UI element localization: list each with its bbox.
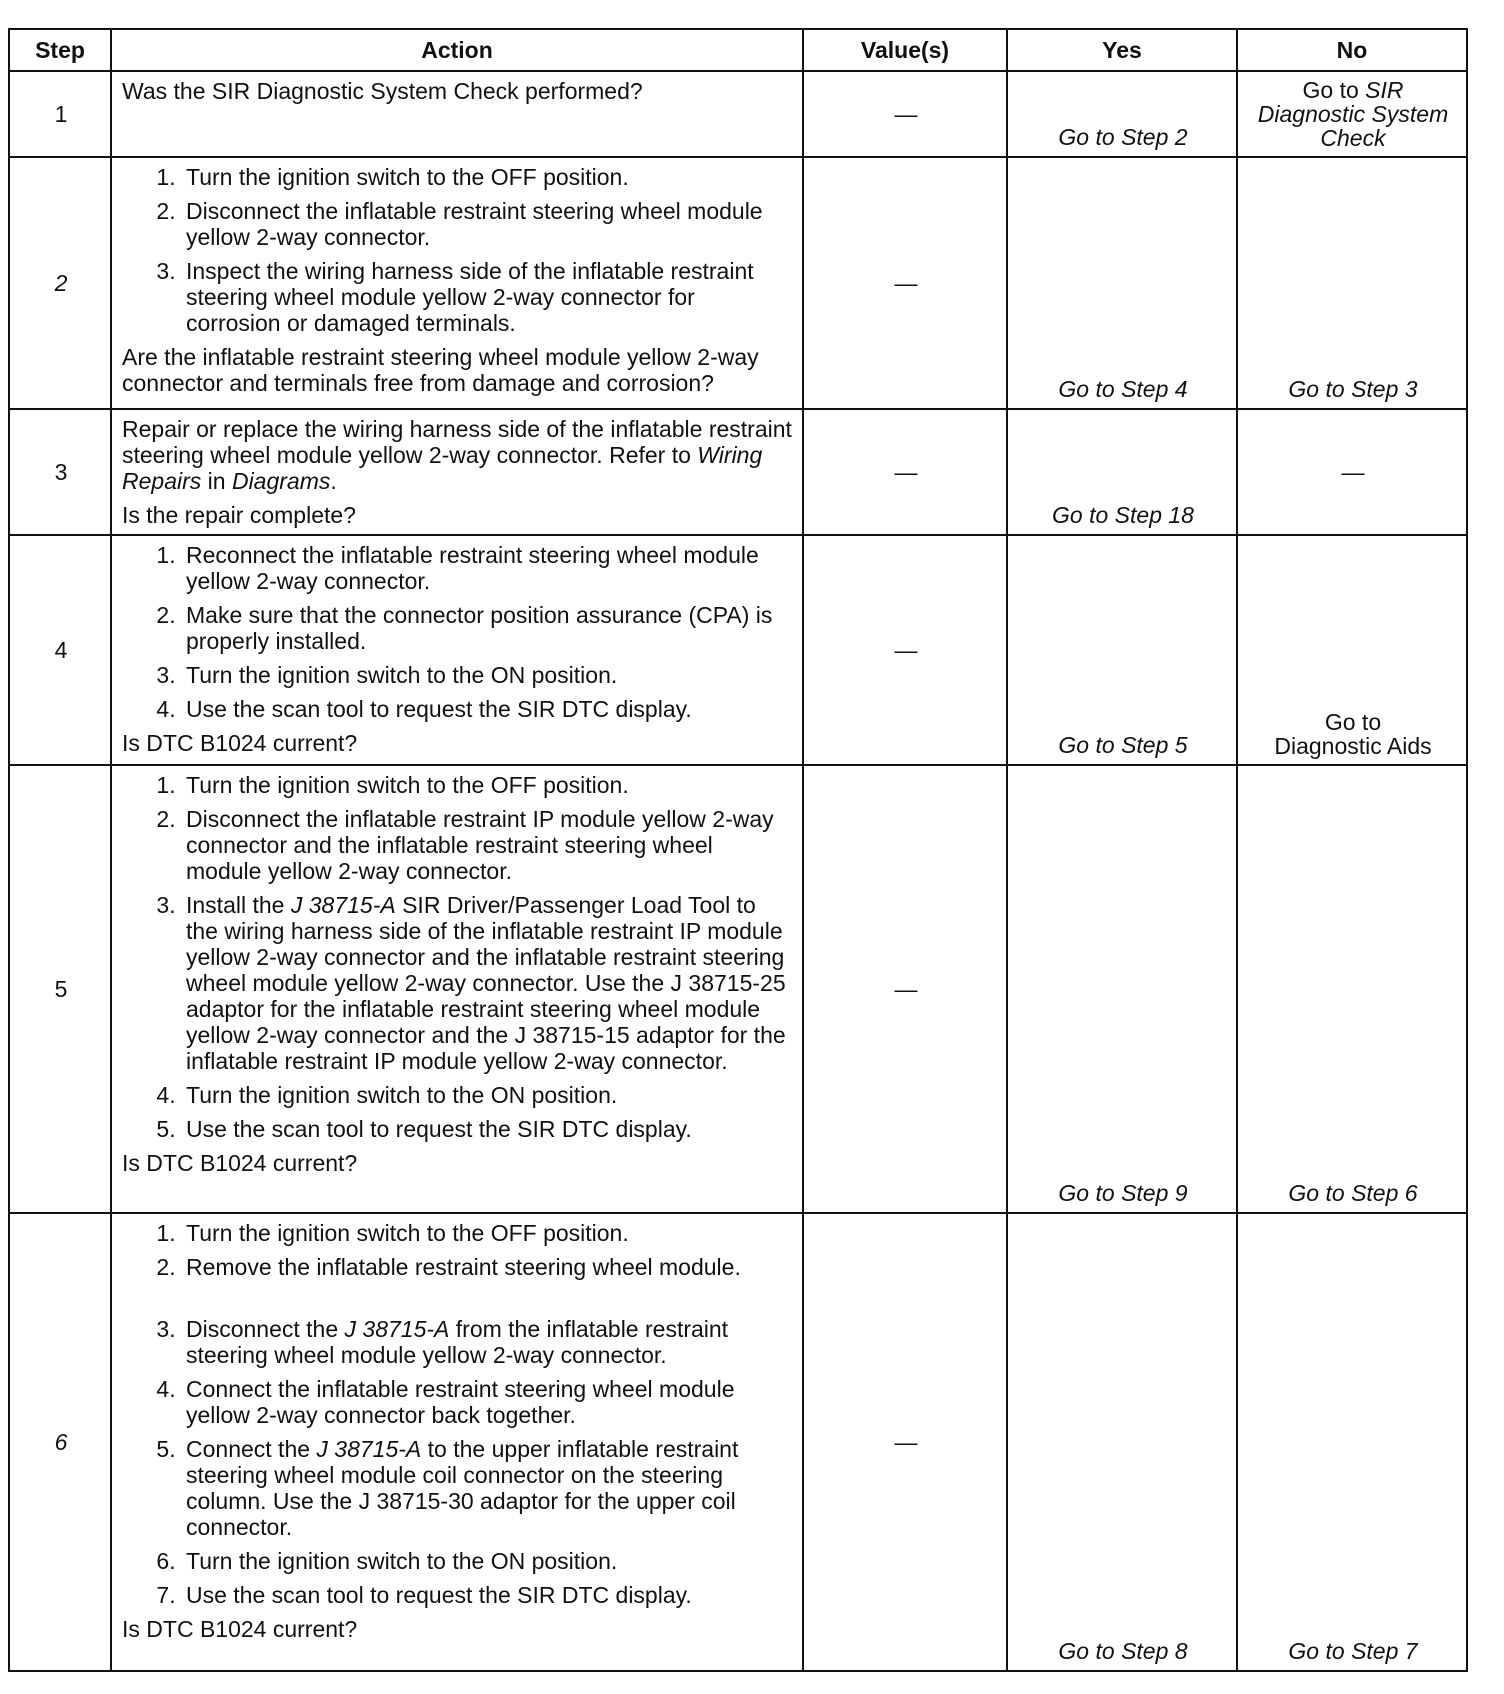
substep-text: Connect the bbox=[186, 1436, 311, 1462]
table-row bbox=[9, 157, 1467, 409]
header-step: Step bbox=[9, 29, 111, 71]
substep-item: 1. Turn the ignition switch to the OFF position. bbox=[182, 772, 794, 798]
substep-item: 2. Disconnect the inflatable restraint IP module yellow 2-way connector and the inflatable restraint steering wheel module yellow 2-way connector. bbox=[182, 806, 794, 884]
action-question: Is the repair complete? bbox=[122, 502, 356, 528]
substep-item bbox=[182, 1436, 794, 1540]
action-cell bbox=[111, 71, 803, 157]
value-dash: — bbox=[894, 459, 918, 485]
tool-name: J 38715-A bbox=[316, 1436, 422, 1462]
value-dash: — bbox=[894, 101, 918, 127]
yes-cell: Go to Step 2 bbox=[1007, 71, 1237, 157]
value-cell bbox=[803, 765, 1007, 1213]
table-row bbox=[9, 409, 1467, 535]
substep-list bbox=[122, 164, 794, 336]
ref-connector-word: in bbox=[207, 468, 226, 494]
substep-item: 1. Reconnect the inflatable restraint steering wheel module yellow 2-way connector. bbox=[182, 542, 794, 594]
action-question: Is DTC B1024 current? bbox=[122, 730, 358, 756]
step-number: 4 bbox=[9, 535, 111, 765]
ref-period: . bbox=[330, 468, 337, 494]
table-row bbox=[9, 765, 1467, 1213]
action-cell bbox=[111, 765, 803, 1213]
value-cell bbox=[803, 71, 1007, 157]
substep-item: 2. Disconnect the inflatable restraint steering wheel module yellow 2-way connector. bbox=[182, 198, 794, 250]
substep-list bbox=[122, 1220, 794, 1608]
action-cell bbox=[111, 535, 803, 765]
action-question: Is DTC B1024 current? bbox=[122, 1150, 358, 1176]
value-cell bbox=[803, 535, 1007, 765]
no-goto-text: Go to bbox=[1302, 77, 1359, 103]
value-cell bbox=[803, 157, 1007, 409]
substep-text: SIR Driver/Passenger Load Tool to the wiring harness side of the inflatable restraint IP module yellow 2-way connector and the inflatable restraint steering wheel module yellow 2-way connector. Use the J 38715-25 adaptor for the inflatable restraint steering wheel module yellow 2-way connector and the J 38715-15 adaptor for the inflatable restraint IP module yellow 2-way connector. bbox=[186, 892, 786, 1074]
yes-cell: Go to Step 5 bbox=[1007, 535, 1237, 765]
no-cell: Go to Step 6 bbox=[1237, 765, 1467, 1213]
substep-item: 1. Turn the ignition switch to the OFF position. bbox=[182, 1220, 794, 1246]
step-number: 6 bbox=[9, 1213, 111, 1671]
header-action: Action bbox=[111, 29, 803, 71]
value-cell bbox=[803, 409, 1007, 535]
substep-item: 2. Make sure that the connector position assurance (CPA) is properly installed. bbox=[182, 602, 794, 654]
value-dash: — bbox=[894, 1429, 918, 1455]
yes-cell: Go to Step 8 bbox=[1007, 1213, 1237, 1671]
yes-cell: Go to Step 9 bbox=[1007, 765, 1237, 1213]
no-goto-target: SIR Diagnostic System Check bbox=[1257, 77, 1449, 151]
diagnostic-table bbox=[8, 28, 1468, 1672]
substep-list bbox=[122, 772, 794, 1142]
step-number: 2 bbox=[9, 157, 111, 409]
step-number: 1 bbox=[9, 71, 111, 157]
step-number: 3 bbox=[9, 409, 111, 535]
yes-cell: Go to Step 4 bbox=[1007, 157, 1237, 409]
no-goto-target: Diagnostic Aids bbox=[1274, 733, 1432, 759]
action-instruction bbox=[122, 416, 794, 494]
substep-text: to the upper inflatable restraint steering wheel module coil connector on the steering column. Use the J 38715-30 adaptor for the upper coil connector. bbox=[186, 1436, 739, 1540]
no-dash: — bbox=[1341, 459, 1365, 485]
header-yes: Yes bbox=[1007, 29, 1237, 71]
action-question: Are the inflatable restraint steering wheel module yellow 2-way connector and terminals free from damage and corrosion? bbox=[122, 344, 759, 396]
substep-text: from the inflatable restraint steering wheel module yellow 2-way connector. bbox=[186, 1316, 729, 1368]
substep-text: Install the bbox=[186, 892, 285, 918]
tool-name: J 38715-A bbox=[290, 892, 396, 918]
yes-cell: Go to Step 18 bbox=[1007, 409, 1237, 535]
no-cell bbox=[1237, 535, 1467, 765]
header-values: Value(s) bbox=[803, 29, 1007, 71]
action-question: Was the SIR Diagnostic System Check performed? bbox=[122, 78, 643, 104]
action-question: Is DTC B1024 current? bbox=[122, 1616, 358, 1642]
action-cell bbox=[111, 409, 803, 535]
table-row bbox=[9, 71, 1467, 157]
action-cell bbox=[111, 157, 803, 409]
ref-wiring-repairs: Wiring Repairs bbox=[122, 442, 763, 494]
action-cell bbox=[111, 1213, 803, 1671]
header-row bbox=[9, 29, 1467, 71]
value-dash: — bbox=[894, 270, 918, 296]
substep-item: 4. Connect the inflatable restraint steering wheel module yellow 2-way connector back together. bbox=[182, 1376, 794, 1428]
substep-item: 2. Remove the inflatable restraint steering wheel module. bbox=[182, 1254, 794, 1280]
substep-item bbox=[182, 1316, 794, 1368]
instruction-text: Repair or replace the wiring harness side of the inflatable restraint steering wheel module yellow 2-way connector. Refer to bbox=[122, 416, 792, 468]
no-goto-text: Go to bbox=[1324, 709, 1382, 735]
tool-name: J 38715-A bbox=[344, 1316, 450, 1342]
substep-item: 4. Turn the ignition switch to the ON position. bbox=[182, 1082, 794, 1108]
substep-item bbox=[182, 892, 794, 1074]
substep-text: Disconnect the bbox=[186, 1316, 339, 1342]
substep-item: 6. Turn the ignition switch to the ON position. bbox=[182, 1548, 794, 1574]
substep-item: 3. Inspect the wiring harness side of the inflatable restraint steering wheel module yellow 2-way connector for corrosion or damaged terminals. bbox=[182, 258, 794, 336]
no-cell: Go to Step 3 bbox=[1237, 157, 1467, 409]
value-cell bbox=[803, 1213, 1007, 1671]
table-row bbox=[9, 1213, 1467, 1671]
ref-diagrams: Diagrams bbox=[231, 468, 331, 494]
header-no: No bbox=[1237, 29, 1467, 71]
substep-item: 5. Use the scan tool to request the SIR DTC display. bbox=[182, 1116, 794, 1142]
substep-item: 3. Turn the ignition switch to the ON position. bbox=[182, 662, 794, 688]
no-cell: Go to Step 7 bbox=[1237, 1213, 1467, 1671]
substep-item: 4. Use the scan tool to request the SIR DTC display. bbox=[182, 696, 794, 722]
value-dash: — bbox=[894, 637, 918, 663]
no-cell bbox=[1237, 409, 1467, 535]
step-number: 5 bbox=[9, 765, 111, 1213]
substep-item: 1. Turn the ignition switch to the OFF position. bbox=[182, 164, 794, 190]
substep-item: 7. Use the scan tool to request the SIR DTC display. bbox=[182, 1582, 794, 1608]
value-dash: — bbox=[894, 976, 918, 1002]
no-cell bbox=[1237, 71, 1467, 157]
table-row bbox=[9, 535, 1467, 765]
substep-list bbox=[122, 542, 794, 722]
